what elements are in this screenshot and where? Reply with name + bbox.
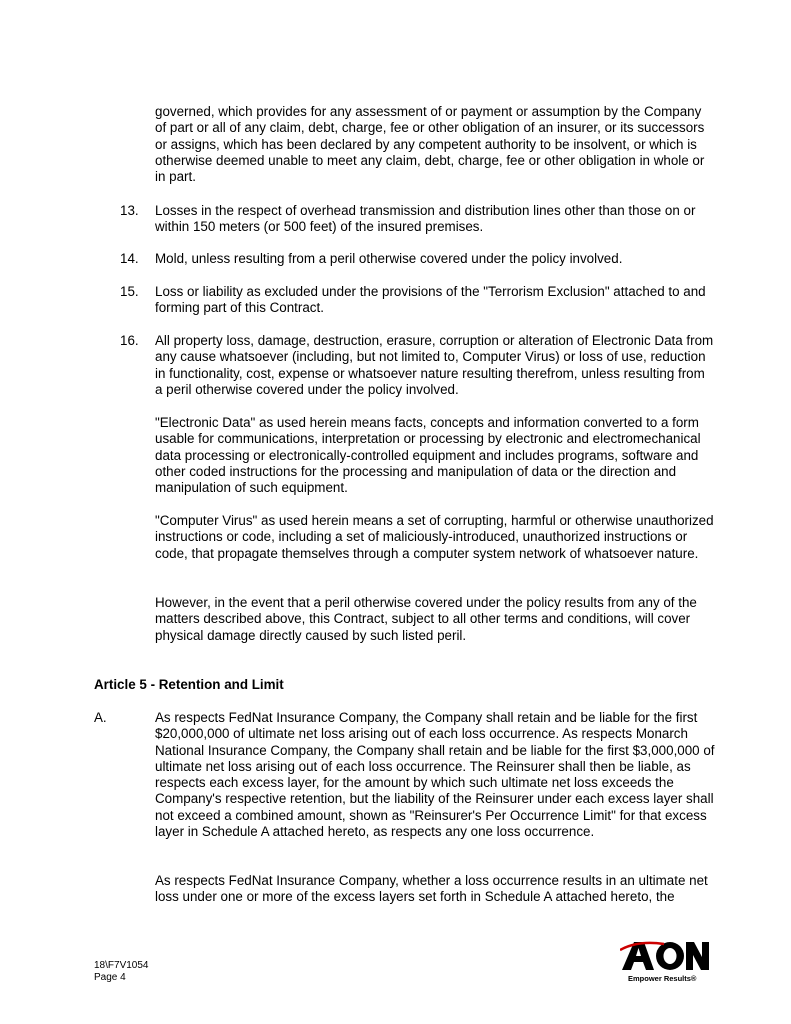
aon-logo-wordmark xyxy=(620,938,710,974)
section-a-letter: A. xyxy=(94,710,107,725)
computer-virus-definition: "Computer Virus" as used herein means a set of corrupting, harmful or otherwise unauthorized instructions or code, including a set of maliciously-introduced, unauthorized instructions or code, that propagate themselves through a computer system network of whatsoever nature. xyxy=(155,513,714,561)
item-text-13: Losses in the respect of overhead transmission and distribution lines other than those on or within 150 meters (or 500 feet) of the insured premises. xyxy=(155,203,696,235)
footer-doc-id: 18\F7V1054 xyxy=(94,960,149,971)
item-text-16: All property loss, damage, destruction, erasure, corruption or alteration of Electronic Data from any cause whatsoever (including, but not limited to, Computer Virus) or loss of use, reduction in functionality, cost, expense or whatsoever nature resulting therefrom, unless resulting from a peril otherwise covered under the policy involved. xyxy=(155,333,714,397)
article-heading: Article 5 - Retention and Limit xyxy=(94,677,284,692)
electronic-data-definition: "Electronic Data" as used herein means facts, concepts and information converted to a form usable for communications, interpretation or processing by electronic and electromechanical data processing or electronically-controlled equipment and includes programs, software and other coded instructions for the processing and manipulation of data or the direction and manipulation of such equipment. xyxy=(155,415,701,496)
item-number-15: 15. xyxy=(120,284,139,299)
footer-page-label: Page 4 xyxy=(94,972,126,983)
item-number-16: 16. xyxy=(120,333,139,348)
intro-paragraph: governed, which provides for any assessment of or payment or assumption by the Company of part or all of any claim, debt, charge, fee or other obligation of an insurer, or its successors or assigns, which has been declared by any competent authority to be insolvent, or which is otherwise deemed unable to meet any claim, debt, charge, fee or other obligation in whole or in part. xyxy=(155,104,705,185)
item-text-14: Mold, unless resulting from a peril otherwise covered under the policy involved. xyxy=(155,251,623,266)
item-text-15: Loss or liability as excluded under the provisions of the "Terrorism Exclusion" attached to and forming part of this Contract. xyxy=(155,284,706,316)
item-number-13: 13. xyxy=(120,203,139,218)
aon-logo-tagline: Empower Results® xyxy=(628,974,697,983)
section-a-continuation: As respects FedNat Insurance Company, whether a loss occurrence results in an ultimate net loss under one or more of the excess layers set forth in Schedule A attached hereto, the xyxy=(155,873,708,905)
section-a-text: As respects FedNat Insurance Company, the Company shall retain and be liable for the first $20,000,000 of ultimate net loss arising out of each loss occurrence. As respects Monarch National Insurance Company, the Company shall retain and be liable for the first $3,000,000 of ultimate net loss arising out of each loss occurrence. The Reinsurer shall then be liable, as respects each excess layer, for the amount by which such ultimate net loss exceeds the Company's respective retention, but the liability of the Reinsurer under each excess layer shall not exceed a combined amount, shown as "Reinsurer's Per Occurrence Limit" for that excess layer in Schedule A attached hereto, as respects any one loss occurrence. xyxy=(155,710,715,840)
item-number-14: 14. xyxy=(120,251,139,266)
aon-logo xyxy=(620,938,710,990)
peril-coverage-paragraph: However, in the event that a peril otherwise covered under the policy results from any of the matters described above, this Contract, subject to all other terms and conditions, will cover physical damage directly caused by such listed peril. xyxy=(155,595,697,643)
